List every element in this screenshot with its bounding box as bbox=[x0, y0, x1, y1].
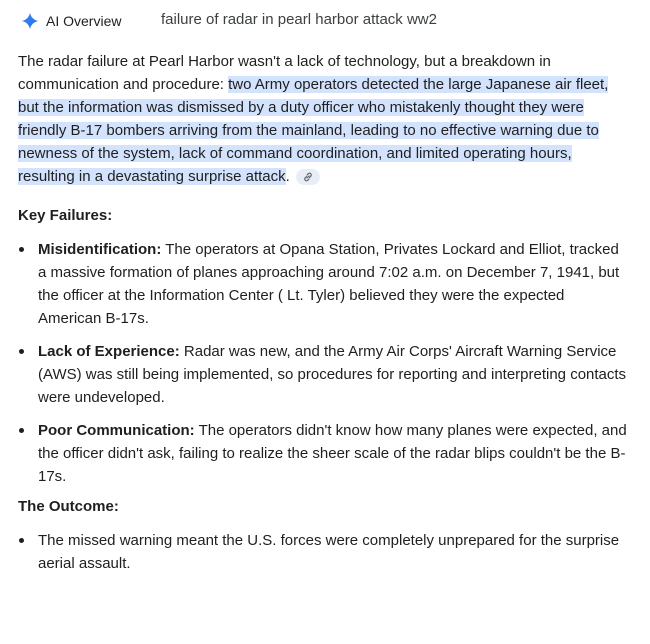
ai-overview-header bbox=[18, 0, 632, 42]
list-item-term: Lack of Experience: bbox=[38, 343, 180, 360]
list-item bbox=[18, 340, 630, 409]
overview-text: The radar failure at Pearl Harbor wasn't a lack of technology, but a breakdown in communication and procedure: bbox=[18, 53, 551, 93]
ai-overview-badge[interactable] bbox=[20, 11, 121, 31]
overview-highlighted-text: two Army operators detected the large Japanese air fleet, but the information was dismissed by a duty officer who mistakenly thought they were friendly B-17 bombers arriving from the mainland, leading to no effective warning due to newness of the system, lack of command coordination, and limited operating hours, resulting in a devastating surprise attack bbox=[18, 76, 609, 185]
outcome-heading: The Outcome: bbox=[18, 498, 119, 515]
list-item-text: The operators at Opana Station, Privates Lockard and Elliot, tracked a massive formation of planes approaching around 7:02 a.m. on December 7, 1941, but the officer at the Information Center ( Lt. Tyler) believed they were the expected American B-17s. bbox=[38, 241, 620, 327]
overview-end: . bbox=[285, 168, 290, 185]
list-item bbox=[18, 238, 630, 330]
ai-overview-label: AI Overview bbox=[46, 13, 122, 29]
search-query: failure of radar in pearl harbor attack ww2 bbox=[161, 11, 437, 28]
source-link-button[interactable] bbox=[296, 169, 320, 185]
list-item bbox=[18, 529, 630, 575]
bullet-icon bbox=[19, 428, 24, 433]
key-failures-heading: Key Failures: bbox=[18, 207, 113, 224]
bullet-icon bbox=[19, 247, 24, 252]
list-item-text: Radar was new, and the Army Air Corps' Aircraft Warning Service (AWS) was still being implemented, so procedures for reporting and interpreting contacts were undeveloped. bbox=[38, 343, 627, 406]
bullet-icon bbox=[19, 538, 24, 543]
list-item-text: The missed warning meant the U.S. forces were completely unprepared for the surprise aerial assault. bbox=[38, 532, 620, 572]
overview-paragraph bbox=[18, 50, 618, 188]
list-item bbox=[18, 419, 630, 488]
sparkle-icon bbox=[20, 11, 40, 31]
list-item-term: Poor Communication: bbox=[38, 422, 195, 439]
key-failures-list bbox=[18, 238, 632, 488]
bullet-icon bbox=[19, 349, 24, 354]
list-item-text: The operators didn't know how many planes were expected, and the officer didn't ask, failing to realize the sheer scale of the radar blips couldn't be the B-17s. bbox=[38, 422, 627, 485]
list-item-term: Misidentification: bbox=[38, 241, 162, 258]
outcome-list bbox=[18, 529, 632, 575]
link-icon bbox=[302, 171, 314, 183]
